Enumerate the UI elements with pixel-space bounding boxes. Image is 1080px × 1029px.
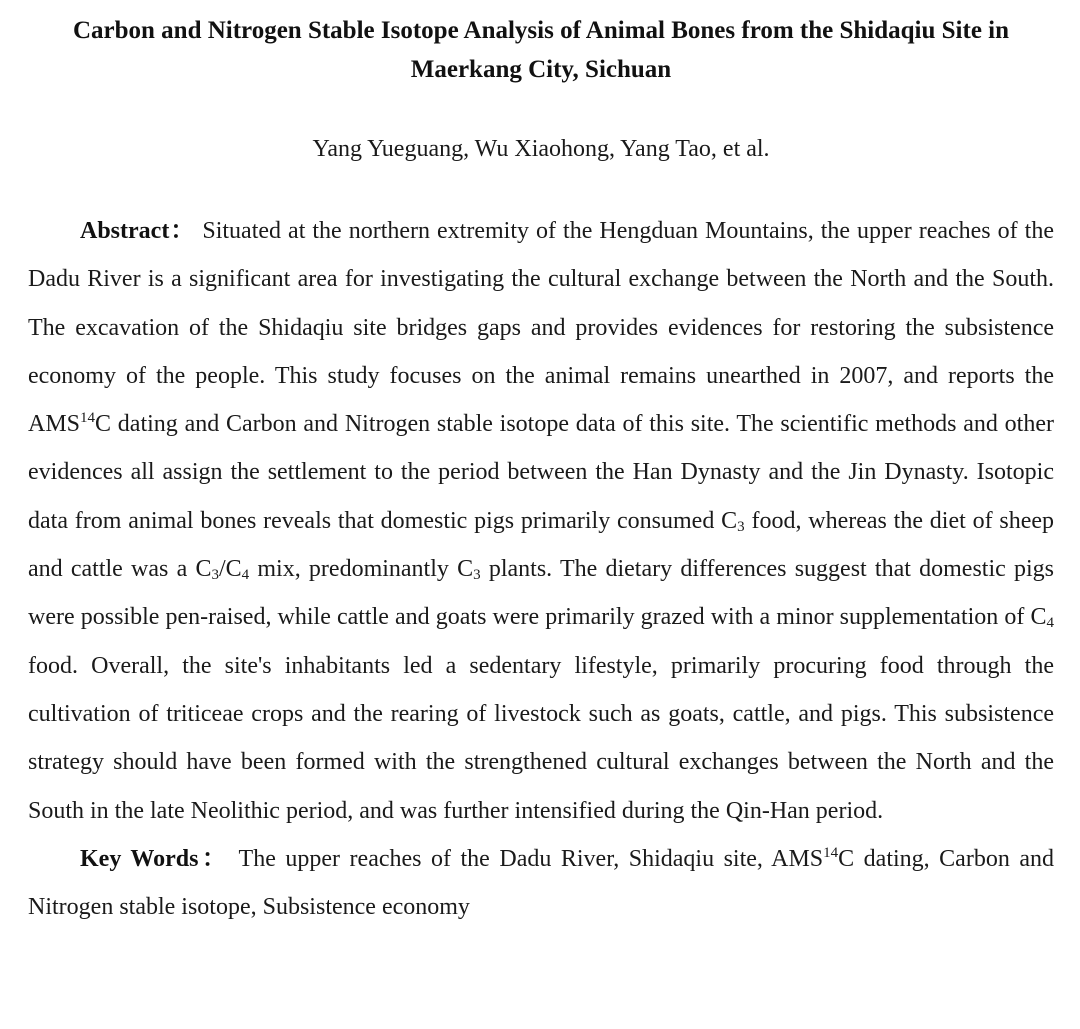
carbon-subscript: 4 — [241, 567, 250, 584]
carbon-subscript: 4 — [1046, 615, 1054, 632]
keywords-text: C dating, Carbon and Nitrogen stable isotope, Subsistence economy — [28, 845, 1054, 921]
keywords-paragraph — [28, 835, 1054, 932]
isotope-superscript: 14 — [823, 844, 839, 861]
isotope-superscript: 14 — [80, 410, 96, 427]
abstract-text: plants. The dietary differences suggest that domestic pigs were possible pen-raised, while cattle and goats were primarily grazed with a minor supplementation of C — [28, 556, 1054, 631]
abstract-text: food. Overall, the site's inhabitants led a sedentary lifestyle, primarily procuring food through the cultivation of triticeae crops and the rearing of livestock such as goats, cattle, and pigs. This subsistence strategy should have been formed with the strengthened cultural exchanges between the North and the South in the late Neolithic period, and was further intensified during the Qin-Han period. — [28, 652, 1054, 824]
abstract-text: /C — [218, 556, 242, 583]
abstract-label: Abstract： — [80, 218, 196, 244]
keywords-label: Key Words： — [80, 845, 230, 872]
abstract-text: C dating and Carbon and Nitrogen stable isotope data of this site. The scientific methods and other evidences all assign the settlement to the period between the Han Dynasty and the Jin Dynasty. Isotopic data from animal bones reveals that domestic pigs primarily consumed C — [28, 411, 1054, 534]
carbon-subscript: 3 — [737, 518, 745, 535]
keywords-text: The upper reaches of the Dadu River, Shidaqiu site, AMS — [229, 845, 824, 872]
abstract-text: Situated at the northern extremity of the Hengduan Mountains, the upper reaches of the Dadu River is a significant area for investigating the cultural exchange between the North and the South. The excavation of the Shidaqiu site bridges gaps and provides evidences for restoring the subsistence economy of the people. This study focuses on the animal remains unearthed in 2007, and reports the AMS — [28, 218, 1054, 438]
paper-authors: Yang Yueguang, Wu Xiaohong, Yang Tao, et al. — [312, 136, 770, 162]
carbon-subscript: 3 — [473, 567, 481, 584]
paper-title: Carbon and Nitrogen Stable Isotope Analysis of Animal Bones from the Shidaqiu Site in Maerkang City, Sichuan — [72, 17, 1010, 83]
abstract-paragraph — [28, 166, 1054, 835]
abstract-text: mix, predominantly C — [249, 556, 474, 583]
carbon-subscript: 3 — [211, 567, 219, 584]
abstract-text: food, whereas the diet of sheep and cattle was a C — [28, 507, 1055, 583]
